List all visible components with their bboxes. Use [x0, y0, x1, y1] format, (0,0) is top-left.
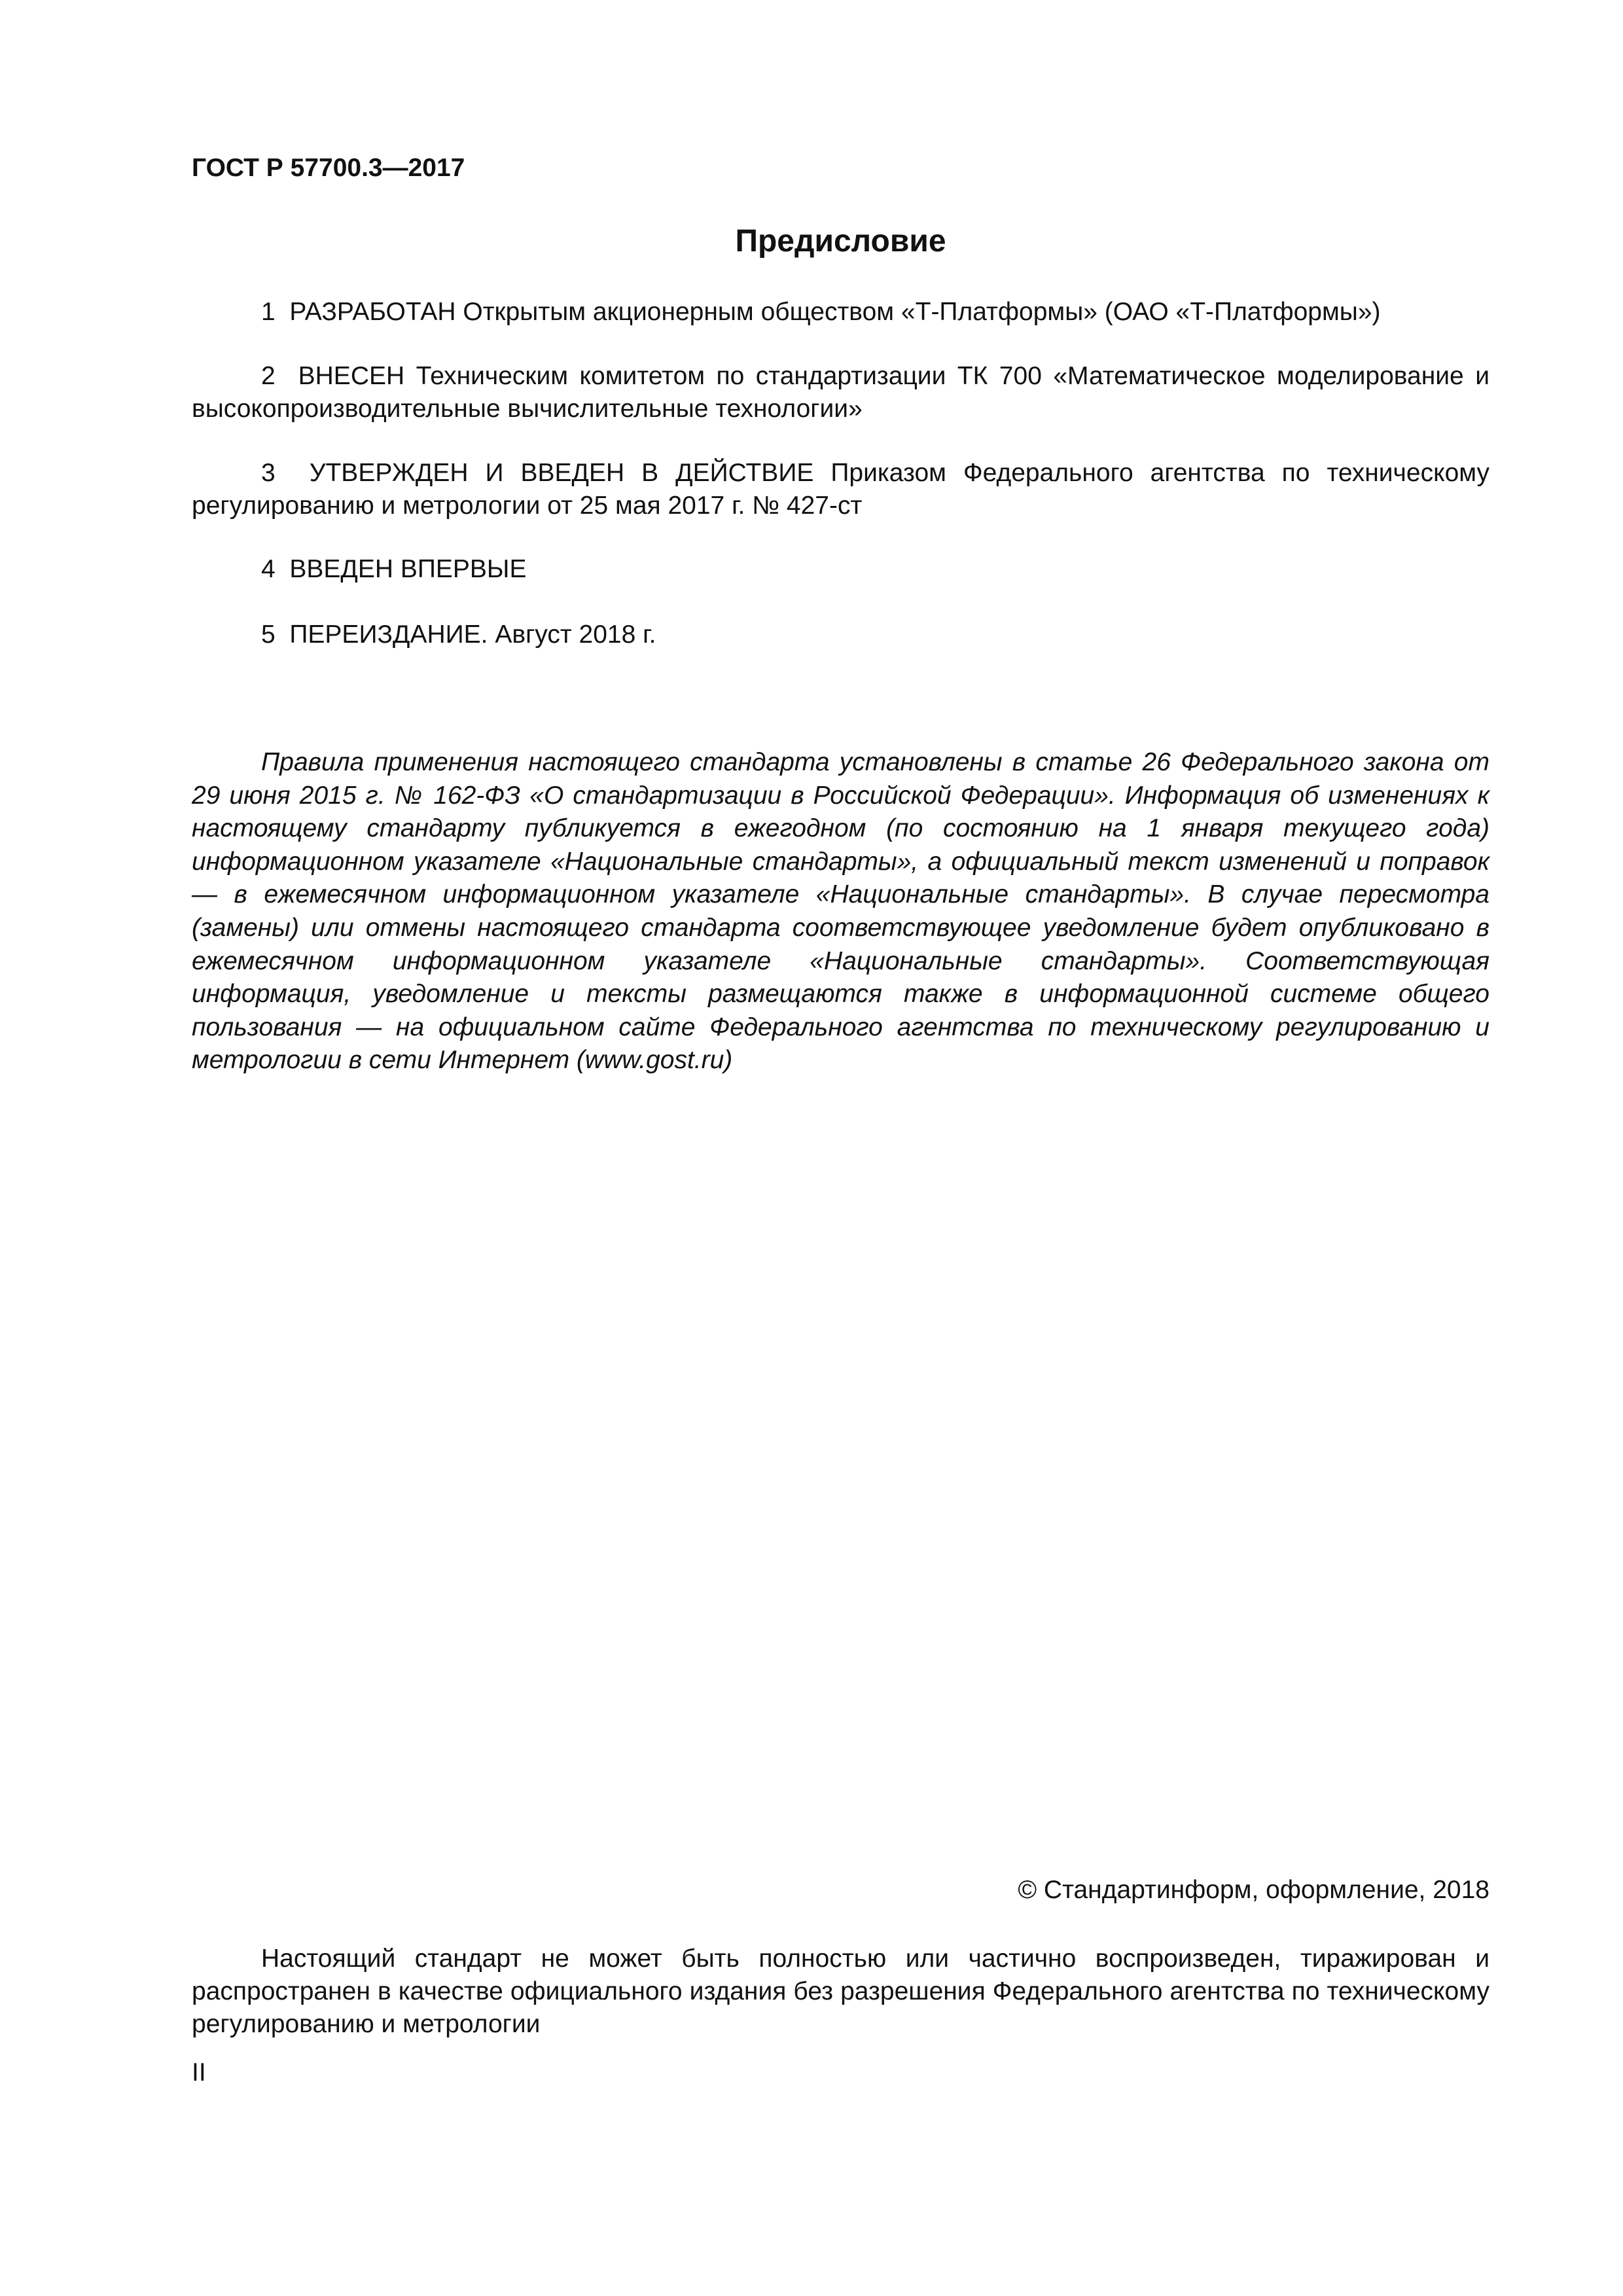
foreword-item-4 [192, 553, 1489, 586]
foreword-item-5 [192, 619, 1489, 651]
item-text: ВВЕДЕН ВПЕРВЫЕ [289, 555, 527, 583]
item-text: ВНЕСЕН Техническим комитетом по стандартизации ТК 700 «Математическое моделирование и высокопроизводительные вычислительные технологии» [192, 362, 1489, 423]
item-number: 1 [261, 298, 276, 326]
item-number: 3 [261, 459, 276, 487]
foreword-item-2 [192, 360, 1489, 425]
copyright-line: © Стандартинформ, оформление, 2018 [1018, 1876, 1489, 1904]
standard-code: ГОСТ Р 57700.3—2017 [192, 154, 465, 182]
item-number: 4 [261, 555, 276, 583]
page-title: Предисловие [735, 224, 946, 259]
foreword-item-1 [192, 296, 1489, 329]
page-number: II [192, 2058, 206, 2087]
item-text: РАЗРАБОТАН Открытым акционерным обществом «Т-Платформы» (ОАО «Т-Платформы») [289, 298, 1381, 326]
foreword-item-3 [192, 457, 1489, 522]
item-text: УТВЕРЖДЕН И ВВЕДЕН В ДЕЙСТВИЕ Приказом Федерального агентства по техническому регулированию и метрологии от 25 мая 2017 г. № 427-ст [192, 459, 1490, 520]
item-text: ПЕРЕИЗДАНИЕ. Август 2018 г. [289, 620, 656, 649]
application-rules-notice: Правила применения настоящего стандарта установлены в статье 26 Федерального закона от 29 июня 2015 г. № 162-ФЗ «О стандартизации в Российской Федерации». Информация об изменениях к настоящему стандарту публикуется в ежегодном (по состоянию на 1 января текущего года) информационном указателе «Национальные стандарты», а официальный текст изменений и поправок — в ежемесячном информационном указателе «Национальные стандарты». В случае пересмотра (замены) или отмены настоящего стандарта соответствующее уведомление будет опубликовано в ежемесячном информационном указателе «Национальные стандарты». Соответствующая информация, уведомление и тексты размещаются также в информационной системе общего пользования — на официальном сайте Федерального агентства по техническому регулированию и метрологии в сети Интернет (www.gost.ru) [192, 748, 1489, 1075]
item-number: 2 [261, 362, 276, 390]
item-number: 5 [261, 620, 276, 649]
reproduction-restriction: Настоящий стандарт не может быть полностью или частично воспроизведен, тиражирован и распространен в качестве официального издания без разрешения Федерального агентства по техническому регулированию и метрологии [192, 1945, 1489, 2038]
